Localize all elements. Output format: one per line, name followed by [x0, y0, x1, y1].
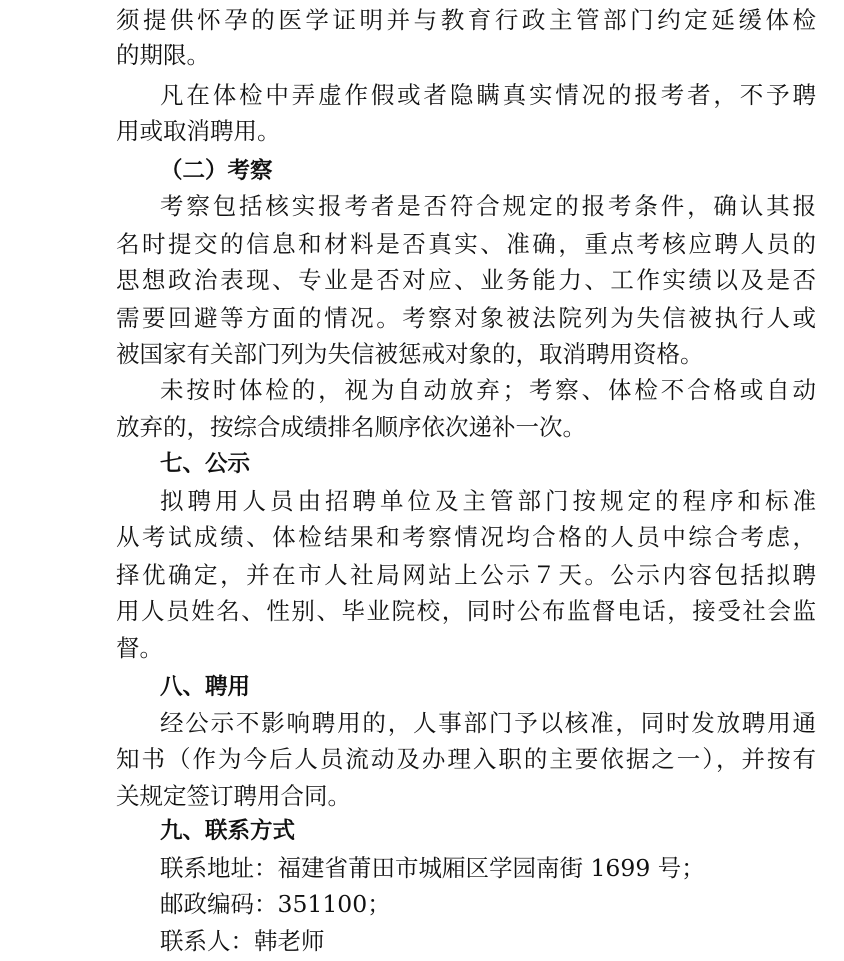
contact-address: 联系地址：福建省莆田市城厢区学园南街 1699 号； — [160, 854, 705, 882]
section-heading: （二）考察 — [160, 158, 273, 184]
text-line: 名时提交的信息和材料是否真实、准确，重点考核应聘人员的 — [116, 230, 816, 258]
section-heading: 七、公示 — [160, 451, 251, 477]
text-line: 未按时体检的，视为自动放弃；考察、体检不合格或自动 — [160, 376, 816, 404]
text-line: 需要回避等方面的情况。考察对象被法院列为失信被执行人或 — [116, 304, 816, 332]
text-line: 被国家有关部门列为失信被惩戒对象的，取消聘用资格。 — [116, 340, 704, 368]
section-heading: 八、聘用 — [160, 674, 251, 700]
text-line: 的期限。 — [116, 41, 210, 69]
text-line: 择优确定，并在市人社局网站上公示７天。公示内容包括拟聘 — [116, 561, 816, 589]
text-line: 拟聘用人员由招聘单位及主管部门按规定的程序和标准 — [160, 487, 816, 515]
text-line: 用或取消聘用。 — [116, 117, 281, 145]
text-line: 知书（作为今后人员流动及办理入职的主要依据之一），并按有 — [116, 745, 816, 773]
text-line: 考察包括核实报考者是否符合规定的报考条件，确认其报 — [160, 192, 816, 220]
contact-person: 联系人：韩老师 — [160, 927, 325, 955]
text-line: 经公示不影响聘用的，人事部门予以核准，同时发放聘用通 — [160, 709, 816, 737]
text-line: 放弃的，按综合成绩排名顺序依次递补一次。 — [116, 413, 586, 441]
text-line: 须提供怀孕的医学证明并与教育行政主管部门约定延缓体检 — [116, 6, 816, 34]
contact-postcode: 邮政编码：351100； — [160, 890, 391, 918]
section-heading: 九、联系方式 — [160, 818, 296, 844]
text-line: 凡在体检中弄虚作假或者隐瞒真实情况的报考者，不予聘 — [160, 81, 816, 109]
text-line: 关规定签订聘用合同。 — [116, 782, 351, 810]
text-line: 用人员姓名、性别、毕业院校，同时公布监督电话，接受社会监 — [116, 597, 816, 625]
text-line: 思想政治表现、专业是否对应、业务能力、工作实绩以及是否 — [116, 266, 816, 294]
text-line: 督。 — [116, 634, 163, 662]
text-line: 从考试成绩、体检结果和考察情况均合格的人员中综合考虑， — [116, 523, 816, 551]
